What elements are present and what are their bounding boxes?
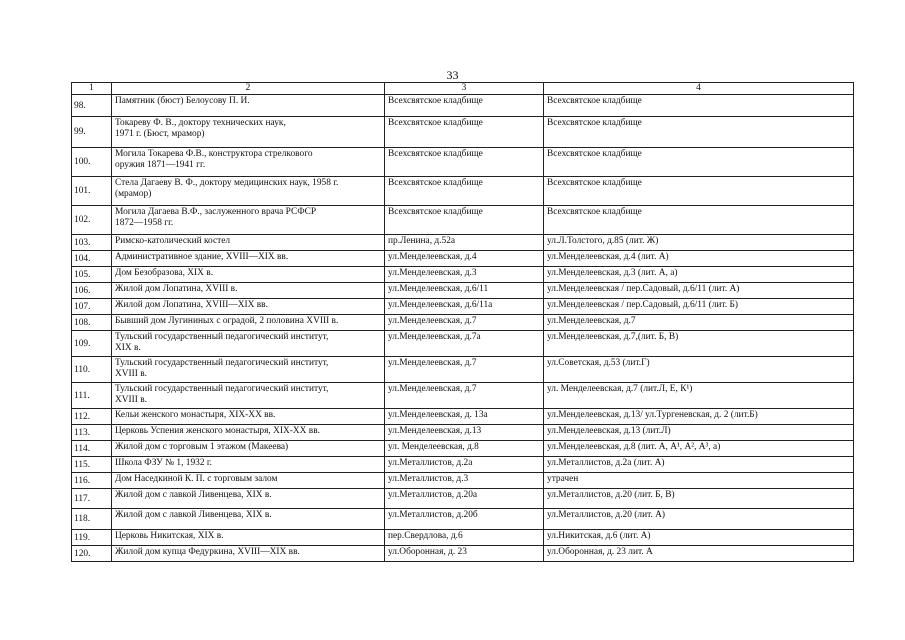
cell-object-name: Жилой дом с лавкой Ливенцева, XIX в. — [112, 489, 385, 509]
column-header-number: 1 — [72, 83, 112, 95]
cell-location: ул.Менделеевская, д. 13а — [385, 409, 544, 425]
cell-object-name: Дом Наседкиной К. П. с торговым залом — [112, 473, 385, 489]
cell-address: ул.Металлистов, д.20 (лит. Б, В) — [544, 489, 854, 509]
cell-address: утрачен — [544, 473, 854, 489]
column-header-name: 2 — [112, 83, 385, 95]
cell-number: 101. — [72, 177, 112, 206]
cell-location: пр.Ленина, д.52а — [385, 235, 544, 251]
cell-number: 120. — [72, 546, 112, 562]
cell-address: ул.Менделеевская / пер.Садовый, д.6/11 (лит. А) — [544, 283, 854, 299]
cell-location: ул.Металлистов, д.20б — [385, 509, 544, 530]
table-row — [72, 251, 854, 267]
cell-number: 117. — [72, 489, 112, 509]
cell-object-name: Римско-католический костел — [112, 235, 385, 251]
table-row — [72, 473, 854, 489]
cell-number: 103. — [72, 235, 112, 251]
table-body — [72, 95, 854, 562]
cell-object-name: Стела Дагаеву В. Ф., доктору медицинских наук, 1958 г. (мрамор) — [112, 177, 385, 206]
cell-location: ул.Менделеевская, д.4 — [385, 251, 544, 267]
table-row — [72, 457, 854, 473]
cell-object-name: Токареву Ф. В., доктору технических наук, 1971 г. (Бюст, мрамор) — [112, 117, 385, 148]
cell-location: ул.Металлистов, д.3 — [385, 473, 544, 489]
cell-address: ул.Менделеевская, д.4 (лит. А) — [544, 251, 854, 267]
cell-location: ул.Металлистов, д.20а — [385, 489, 544, 509]
cell-number: 100. — [72, 148, 112, 177]
cell-object-name: Кельи женского монастыря, XIX-XX вв. — [112, 409, 385, 425]
table-row — [72, 95, 854, 117]
cell-address: ул.Менделеевская, д.7 — [544, 315, 854, 331]
table-row — [72, 315, 854, 331]
cell-number: 104. — [72, 251, 112, 267]
cell-object-name: Могила Дагаева В.Ф., заслуженного врача РСФСР 1872—1958 гг. — [112, 206, 385, 235]
cell-location: пер.Свердлова, д.6 — [385, 530, 544, 546]
cell-address: ул.Менделеевская, д.13/ ул.Тургеневская, д. 2 (лит.Б) — [544, 409, 854, 425]
table-row — [72, 283, 854, 299]
cell-location: ул. Менделеевская, д.8 — [385, 441, 544, 457]
column-header-location: 3 — [385, 83, 544, 95]
cell-address: ул.Менделеевская, д.8 (лит. А, А¹, А², А³, а) — [544, 441, 854, 457]
cell-number: 113. — [72, 425, 112, 441]
cell-number: 116. — [72, 473, 112, 489]
table-header-row — [72, 83, 854, 95]
table-row — [72, 206, 854, 235]
table-row — [72, 425, 854, 441]
cell-number: 98. — [72, 95, 112, 117]
cell-number: 106. — [72, 283, 112, 299]
cell-number: 119. — [72, 530, 112, 546]
cell-object-name: Тульский государственный педагогический институт, XVIII в. — [112, 357, 385, 383]
table-row — [72, 509, 854, 530]
cell-location: Всехсвятское кладбище — [385, 206, 544, 235]
cell-number: 107. — [72, 299, 112, 315]
cell-address: Всехсвятское кладбище — [544, 95, 854, 117]
cell-address: ул.Оборонная, д. 23 лит. А — [544, 546, 854, 562]
table-row — [72, 331, 854, 357]
cell-number: 109. — [72, 331, 112, 357]
cell-address: Всехсвятское кладбище — [544, 117, 854, 148]
cell-number: 115. — [72, 457, 112, 473]
cell-object-name: Жилой дом Лопатина, XVIII—XIX вв. — [112, 299, 385, 315]
cell-address: ул. Менделеевская, д.7 (лит.Л, Е, К¹) — [544, 383, 854, 409]
column-header-address: 4 — [544, 83, 854, 95]
table-row — [72, 235, 854, 251]
cell-address: ул.Менделеевская / пер.Садовый, д.6/11 (лит. Б) — [544, 299, 854, 315]
table-row — [72, 489, 854, 509]
cell-object-name: Бывший дом Лугининых с оградой, 2 половина XVIII в. — [112, 315, 385, 331]
cell-object-name: Памятник (бюст) Белоусову П. И. — [112, 95, 385, 117]
table-row — [72, 441, 854, 457]
table-row — [72, 383, 854, 409]
cell-address: ул.Л.Толстого, д.85 (лит. Ж) — [544, 235, 854, 251]
cell-location: ул.Оборонная, д. 23 — [385, 546, 544, 562]
cell-object-name: Тульский государственный педагогический институт, XIX в. — [112, 331, 385, 357]
cell-number: 114. — [72, 441, 112, 457]
cell-location: ул.Менделеевская, д.13 — [385, 425, 544, 441]
cell-address: ул.Советская, д.53 (лит.Г) — [544, 357, 854, 383]
page-number: 33 — [446, 68, 459, 82]
cell-address: Всехсвятское кладбище — [544, 177, 854, 206]
heritage-objects-table — [71, 82, 854, 562]
cell-address: ул.Металлистов, д.2а (лит. А) — [544, 457, 854, 473]
cell-location: Всехсвятское кладбище — [385, 117, 544, 148]
cell-number: 102. — [72, 206, 112, 235]
cell-object-name: Жилой дом Лопатина, XVIII в. — [112, 283, 385, 299]
cell-location: ул.Металлистов, д.2а — [385, 457, 544, 473]
cell-object-name: Школа ФЗУ № 1, 1932 г. — [112, 457, 385, 473]
cell-address: Всехсвятское кладбище — [544, 206, 854, 235]
cell-address: ул.Никитская, д.6 (лит. А) — [544, 530, 854, 546]
cell-location: Всехсвятское кладбище — [385, 148, 544, 177]
cell-number: 112. — [72, 409, 112, 425]
table-row — [72, 117, 854, 148]
cell-number: 111. — [72, 383, 112, 409]
cell-number: 99. — [72, 117, 112, 148]
table-row — [72, 409, 854, 425]
cell-object-name: Церковь Никитская, XIX в. — [112, 530, 385, 546]
table-row — [72, 546, 854, 562]
table-row — [72, 357, 854, 383]
cell-address: ул.Менделеевская, д.3 (лит. А, а) — [544, 267, 854, 283]
cell-number: 105. — [72, 267, 112, 283]
cell-object-name: Церковь Успения женского монастыря, XIX-XX вв. — [112, 425, 385, 441]
cell-address: ул.Металлистов, д.20 (лит. А) — [544, 509, 854, 530]
cell-location: ул.Менделеевская, д.7 — [385, 315, 544, 331]
cell-location: ул.Менделеевская, д.3 — [385, 267, 544, 283]
cell-address: ул.Менделеевская, д.7,(лит. Б, В) — [544, 331, 854, 357]
table-row — [72, 177, 854, 206]
cell-address: ул.Менделеевская, д.13 (лит.Л) — [544, 425, 854, 441]
cell-object-name: Жилой дом с лавкой Ливенцева, XIX в. — [112, 509, 385, 530]
table-row — [72, 267, 854, 283]
cell-location: Всехсвятское кладбище — [385, 177, 544, 206]
cell-number: 110. — [72, 357, 112, 383]
cell-object-name: Тульский государственный педагогический институт, XVIII в. — [112, 383, 385, 409]
cell-location: ул.Менделеевская, д.6/11 — [385, 283, 544, 299]
table-row — [72, 530, 854, 546]
cell-address: Всехсвятское кладбище — [544, 148, 854, 177]
table-row — [72, 299, 854, 315]
cell-location: Всехсвятское кладбище — [385, 95, 544, 117]
cell-location: ул.Менделеевская, д.7 — [385, 357, 544, 383]
cell-location: ул.Менделеевская, д.7 — [385, 383, 544, 409]
cell-number: 108. — [72, 315, 112, 331]
cell-object-name: Дом Безобразова, XIX в. — [112, 267, 385, 283]
cell-object-name: Могила Токарева Ф.В., конструктора стрелкового оружия 1871—1941 гг. — [112, 148, 385, 177]
cell-object-name: Жилой дом купца Федуркина, XVIII—XIX вв. — [112, 546, 385, 562]
cell-location: ул.Менделеевская, д.7а — [385, 331, 544, 357]
cell-number: 118. — [72, 509, 112, 530]
table-row — [72, 148, 854, 177]
cell-object-name: Административное здание, XVIII—XIX вв. — [112, 251, 385, 267]
cell-location: ул.Менделеевская, д.6/11а — [385, 299, 544, 315]
cell-object-name: Жилой дом с торговым 1 этажом (Макеева) — [112, 441, 385, 457]
